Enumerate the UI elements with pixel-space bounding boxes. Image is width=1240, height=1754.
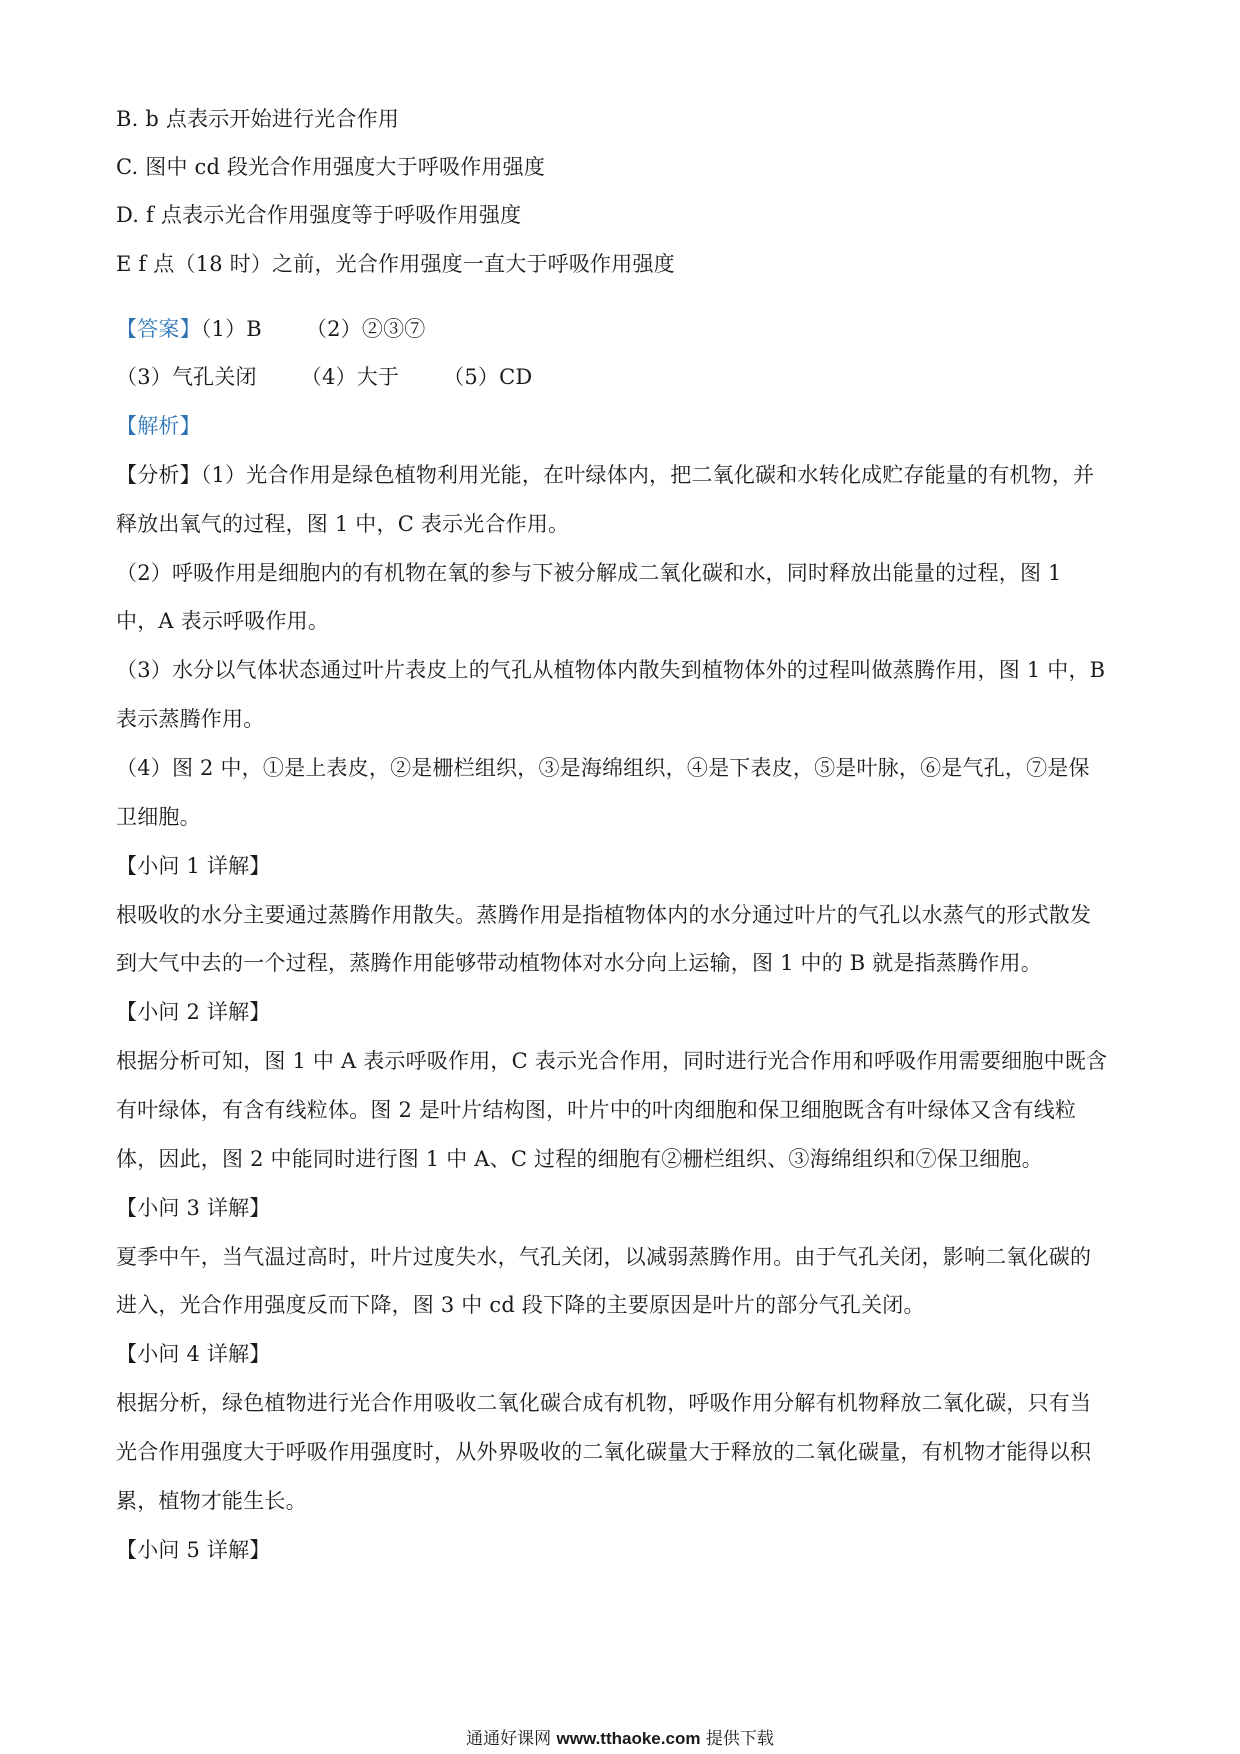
answer-2: （2）②③⑦ bbox=[305, 317, 426, 341]
q1-line-2: 到大气中去的一个过程，蒸腾作用能够带动植物体对水分向上运输，图 1 中的 B 就是指蒸腾作用。 bbox=[116, 951, 1042, 975]
answer-4: （4）大于 bbox=[300, 365, 400, 389]
q4-line-2: 光合作用强度大于呼吸作用强度时，从外界吸收的二氧化碳量大于释放的二氧化碳量，有机物才能得以积 bbox=[116, 1440, 1092, 1464]
q1-heading: 【小问 1 详解】 bbox=[116, 854, 271, 878]
q3-line-2: 进入，光合作用强度反而下降，图 3 中 cd 段下降的主要原因是叶片的部分气孔关闭。 bbox=[116, 1293, 925, 1317]
q4-line-1: 根据分析，绿色植物进行光合作用吸收二氧化碳合成有机物，呼吸作用分解有机物释放二氧化碳，只有当 bbox=[116, 1391, 1092, 1415]
option-e: E f 点（18 时）之前，光合作用强度一直大于呼吸作用强度 bbox=[116, 252, 675, 276]
analysis-p2-line-2: 中，A 表示呼吸作用。 bbox=[116, 609, 330, 633]
page-footer bbox=[0, 1728, 1240, 1750]
analysis-p1-line-1: 【分析】（1）光合作用是绿色植物利用光能，在叶绿体内，把二氧化碳和水转化成贮存能量的有机物，并 bbox=[116, 463, 1095, 487]
answer-3: （3）气孔关闭 bbox=[116, 365, 257, 389]
analysis-p4-line-1: （4）图 2 中，①是上表皮，②是栅栏组织，③是海绵组织，④是下表皮，⑤是叶脉，⑥是气孔，⑦是保 bbox=[116, 756, 1090, 780]
analysis-heading: 【解析】 bbox=[116, 414, 201, 438]
analysis-p2-line-1: （2）呼吸作用是细胞内的有机物在氧的参与下被分解成二氧化碳和水，同时释放出能量的过程，图 1 bbox=[116, 561, 1062, 585]
analysis-p1-line-2: 释放出氧气的过程，图 1 中，C 表示光合作用。 bbox=[116, 512, 570, 536]
q2-line-2: 有叶绿体，有含有线粒体。图 2 是叶片结构图，叶片中的叶肉细胞和保卫细胞既含有叶绿体又含有线粒 bbox=[116, 1098, 1077, 1122]
footer-site-name: 通通好课网 bbox=[466, 1729, 552, 1749]
option-b: B. b 点表示开始进行光合作用 bbox=[116, 107, 400, 131]
q3-heading: 【小问 3 详解】 bbox=[116, 1196, 271, 1220]
q3-line-1: 夏季中午，当气温过高时，叶片过度失水，气孔关闭，以减弱蒸腾作用。由于气孔关闭，影响二氧化碳的 bbox=[116, 1245, 1092, 1269]
q4-heading: 【小问 4 详解】 bbox=[116, 1342, 271, 1366]
analysis-p3-line-1: （3）水分以气体状态通过叶片表皮上的气孔从植物体内散失到植物体外的过程叫做蒸腾作用，图 1 中，B bbox=[116, 658, 1106, 682]
q2-line-3: 体，因此，图 2 中能同时进行图 1 中 A、C 过程的细胞有②栅栏组织、③海绵组织和⑦保卫细胞。 bbox=[116, 1147, 1043, 1171]
footer-url-link[interactable]: www.tthaoke.com bbox=[556, 1729, 701, 1748]
answer-row-1 bbox=[116, 314, 425, 344]
answer-row-2 bbox=[116, 362, 532, 392]
q5-heading: 【小问 5 详解】 bbox=[116, 1538, 271, 1562]
answer-1: （1）B bbox=[200, 317, 262, 341]
analysis-p3-line-2: 表示蒸腾作用。 bbox=[116, 707, 265, 731]
analysis-p4-line-2: 卫细胞。 bbox=[116, 805, 201, 829]
q2-line-1: 根据分析可知，图 1 中 A 表示呼吸作用，C 表示光合作用，同时进行光合作用和呼吸作用需要细胞中既含 bbox=[116, 1049, 1108, 1073]
answer-5: （5）CD bbox=[443, 365, 533, 389]
q1-line-1: 根吸收的水分主要通过蒸腾作用散失。蒸腾作用是指植物体内的水分通过叶片的气孔以水蒸气的形式散发 bbox=[116, 903, 1092, 927]
answer-label: 【答案】 bbox=[116, 317, 201, 341]
option-c: C. 图中 cd 段光合作用强度大于呼吸作用强度 bbox=[116, 155, 546, 179]
option-d: D. f 点表示光合作用强度等于呼吸作用强度 bbox=[116, 203, 522, 227]
footer-download-text: 提供下载 bbox=[705, 1729, 774, 1749]
q4-line-3: 累，植物才能生长。 bbox=[116, 1489, 307, 1513]
q2-heading: 【小问 2 详解】 bbox=[116, 1000, 271, 1024]
